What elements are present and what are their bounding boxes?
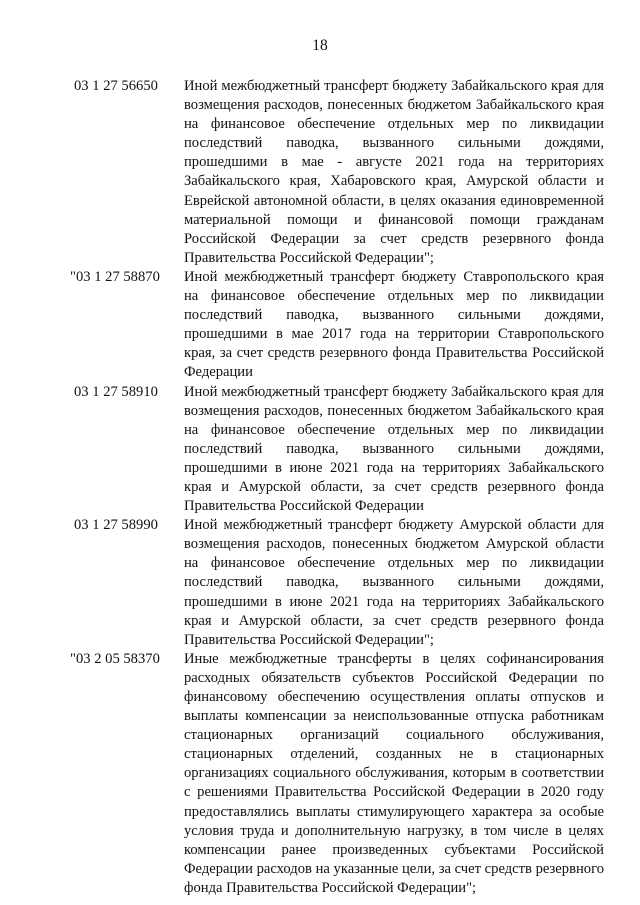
- entry-code: 03 1 27 58910: [74, 383, 158, 400]
- entry-text: Иной межбюджетный трансферт бюджету Забайкальского края для возмещения расходов, понесенных бюджетом Забайкальского края на финансовое обеспечение отдельных мер по ликвидации последствий паводка, вызванного сильными дождями, прошедшими в мае - августе 2021 года на территориях Забайкальского края, Хабаровского края, Амурской области и Еврейской автономной области, в целях оказания единовременной материальной помощи и финансовой помощи гражданам Российской Федерации за счет средств резервного фонда Правительства Российской Федерации";: [184, 78, 604, 266]
- entry-item: [70, 650, 604, 898]
- entry-code: 03 1 27 58990: [74, 517, 158, 534]
- page-number: 18: [312, 37, 328, 54]
- entry-item: [74, 383, 604, 517]
- entry-text: Иной межбюджетный трансферт бюджету Забайкальского края для возмещения расходов, понесенных бюджетом Забайкальского края на финансовое обеспечение отдельных мер по ликвидации последствий паводка, вызванного сильными дождями, прошедшими в июне 2021 года на территориях Забайкальского края и Амурской области, за счет средств резервного фонда Правительства Российской Федерации: [184, 383, 604, 515]
- entry-code: "03 1 27 58870: [70, 268, 160, 285]
- entry-item: [74, 77, 604, 268]
- entry-item: [74, 516, 604, 650]
- entry-item: [70, 268, 604, 383]
- entry-code: "03 2 05 58370: [70, 650, 160, 667]
- entry-text: Иной межбюджетный трансферт бюджету Амурской области для возмещения расходов, понесенных бюджетом Амурской области на финансовое обеспечение отдельных мер по ликвидации последствий паводка, вызванного сильными дождями, прошедшими в июне 2021 года на территориях Забайкальского края и Амурской области, за счет средств резервного фонда Правительства Российской Федерации";: [184, 517, 604, 648]
- entry-text: Иной межбюджетный трансферт бюджету Ставропольского края на финансовое обеспечение отдельных мер по ликвидации последствий паводка, вызванного сильными дождями, прошедшими в мае 2017 года на территории Ставропольского края, за счет средств резервного фонда Правительства Российской Федерации: [184, 268, 604, 381]
- entry-text: Иные межбюджетные трансферты в целях софинансирования расходных обязательств субъектов Российской Федерации по финансовому обеспечению осуществления оплаты отпусков и выплаты компенсации за неиспользованные отпуска работникам стационарных организаций социального обслуживания, стационарных отделений, созданных не в стационарных организациях социального обслуживания, которым в соответствии с решениями Правительства Российской Федерации в 2020 году предоставлялись выплаты стимулирующего характера за особые условия труда и дополнительную нагрузку, в том числе в целях компенсации ранее произведенных субъектами Российской Федерации расходов на указанные цели, за счет средств резервного фонда Правительства Российской Федерации";: [184, 650, 604, 896]
- entries-list: [70, 77, 604, 898]
- entry-code: 03 1 27 56650: [74, 78, 158, 94]
